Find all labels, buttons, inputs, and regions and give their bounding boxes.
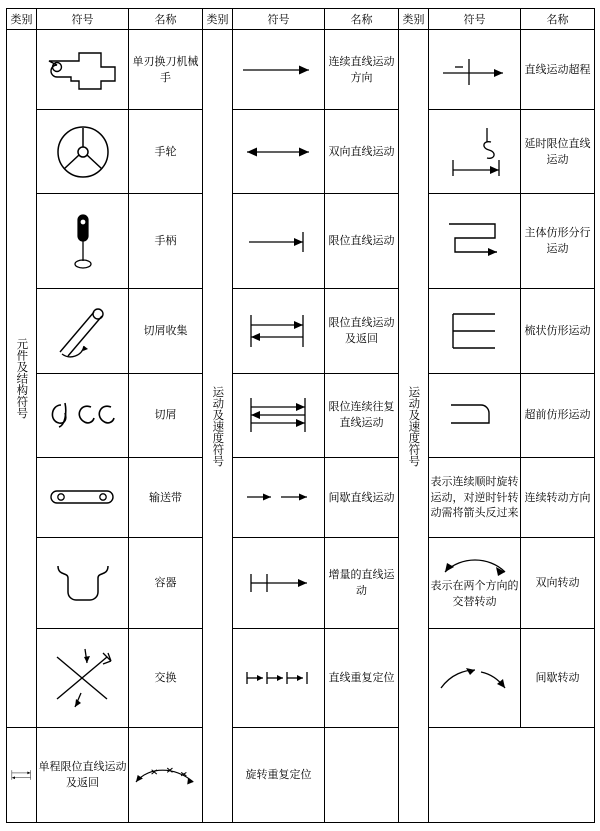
table-row bbox=[7, 110, 595, 194]
symbol-incremental-linear-motion bbox=[233, 538, 325, 629]
symbol-chips bbox=[37, 373, 129, 457]
symbol-exchange bbox=[37, 628, 129, 727]
symbol-limited-continuous-reciprocating bbox=[233, 373, 325, 457]
limited-linear-motion-return-icon bbox=[233, 289, 324, 372]
symbol-bidirectional-linear-motion bbox=[233, 110, 325, 194]
header-name-2: 名称 bbox=[325, 9, 399, 30]
name-cell: 增量的直线运动 bbox=[325, 538, 399, 629]
symbol-chip-collection bbox=[37, 289, 129, 373]
name-cell: 限位连续往复直线运动 bbox=[325, 373, 399, 457]
header-symbol-1: 符号 bbox=[37, 9, 129, 30]
symbol-handle bbox=[37, 194, 129, 289]
intermittent-linear-motion-icon bbox=[233, 458, 324, 537]
limited-continuous-reciprocating-icon bbox=[233, 374, 324, 457]
name-cell: 容器 bbox=[129, 538, 203, 629]
symbol-delayed-limit-linear-motion bbox=[429, 110, 521, 194]
main-profile-line-motion-icon bbox=[429, 194, 520, 288]
limited-linear-motion-icon bbox=[233, 194, 324, 288]
name-cell: 切屑 bbox=[129, 373, 203, 457]
symbol-bidirectional-rotation bbox=[429, 538, 521, 629]
table-body bbox=[7, 30, 595, 823]
table-row bbox=[7, 457, 595, 537]
conveyor-belt-icon bbox=[37, 458, 128, 537]
symbol-handwheel bbox=[37, 110, 129, 194]
header-category-2: 类别 bbox=[203, 9, 233, 30]
name-cell: 切屑收集 bbox=[129, 289, 203, 373]
symbol-continuous-rotation-direction bbox=[429, 457, 521, 537]
category-cell-motion-3 bbox=[399, 30, 429, 823]
table-header bbox=[7, 9, 595, 30]
bidirectional-rotation-arc-icon bbox=[435, 556, 515, 576]
comb-profile-motion-icon bbox=[429, 289, 520, 372]
name-cell: 输送带 bbox=[129, 457, 203, 537]
name-cell: 超前仿形运动 bbox=[521, 373, 595, 457]
handwheel-icon bbox=[37, 110, 128, 193]
delayed-limit-linear-motion-icon bbox=[429, 110, 520, 193]
symbol-table bbox=[6, 8, 595, 823]
continuous-linear-motion-icon bbox=[233, 30, 324, 109]
continuous-rotation-description: 表示连续顺时旋转运动，对逆时针转动需将箭头反过来 bbox=[430, 475, 519, 520]
incremental-linear-motion-icon bbox=[233, 538, 324, 628]
symbol-single-blade-tool-changer bbox=[37, 30, 129, 110]
header-category-1: 类别 bbox=[7, 9, 37, 30]
exchange-icon bbox=[37, 629, 128, 727]
advance-profile-motion-icon bbox=[429, 374, 520, 457]
category-cell-components bbox=[7, 30, 37, 728]
table-row bbox=[7, 289, 595, 373]
symbol-continuous-linear-motion bbox=[233, 30, 325, 110]
symbol-intermittent-linear-motion bbox=[233, 457, 325, 537]
category-label-motion-2: 运动及速度符号 bbox=[211, 385, 226, 467]
header-symbol-3: 符号 bbox=[429, 9, 521, 30]
symbol-limited-linear-motion-return bbox=[233, 289, 325, 373]
name-cell: 交换 bbox=[129, 628, 203, 727]
name-cell: 手轮 bbox=[129, 110, 203, 194]
name-cell: 手柄 bbox=[129, 194, 203, 289]
header-name-1: 名称 bbox=[129, 9, 203, 30]
table-row bbox=[7, 30, 595, 110]
header-row bbox=[7, 9, 595, 30]
name-cell: 单程限位直线运动及返回 bbox=[37, 727, 129, 822]
single-trip-limited-linear-return-icon bbox=[7, 728, 36, 822]
symbol-limited-linear-motion bbox=[233, 194, 325, 289]
name-cell: 单刃换刀机械手 bbox=[129, 30, 203, 110]
symbol-conveyor-belt bbox=[37, 457, 129, 537]
name-cell: 连续直线运动方向 bbox=[325, 30, 399, 110]
linear-motion-overtravel-icon bbox=[429, 30, 520, 109]
name-cell: 连续转动方向 bbox=[521, 457, 595, 537]
category-cell-motion-2 bbox=[203, 30, 233, 823]
table-row bbox=[7, 373, 595, 457]
name-cell: 限位直线运动 bbox=[325, 194, 399, 289]
table-row bbox=[7, 194, 595, 289]
name-cell: 间歇转动 bbox=[521, 628, 595, 727]
symbol-rotary-repeat-positioning bbox=[129, 727, 203, 822]
symbol-advance-profile-motion bbox=[429, 373, 521, 457]
symbol-single-trip-limited-linear-return bbox=[7, 727, 37, 822]
linear-repeat-positioning-icon bbox=[233, 629, 324, 727]
symbol-intermittent-rotation bbox=[429, 628, 521, 727]
single-blade-tool-changer-icon bbox=[37, 30, 128, 109]
symbol-linear-repeat-positioning bbox=[233, 628, 325, 727]
name-cell: 延时限位直线运动 bbox=[521, 110, 595, 194]
name-cell: 旋转重复定位 bbox=[233, 727, 325, 822]
symbol-main-profile-line-motion bbox=[429, 194, 521, 289]
name-cell: 间歇直线运动 bbox=[325, 457, 399, 537]
chip-collection-icon bbox=[37, 289, 128, 372]
table-row bbox=[7, 538, 595, 629]
symbol-container bbox=[37, 538, 129, 629]
intermittent-rotation-icon bbox=[429, 629, 520, 727]
container-icon bbox=[37, 538, 128, 628]
bidirectional-linear-motion-icon bbox=[233, 110, 324, 193]
symbol-comb-profile-motion bbox=[429, 289, 521, 373]
chips-icon bbox=[37, 374, 128, 457]
table-row bbox=[7, 727, 595, 822]
name-cell: 双向直线运动 bbox=[325, 110, 399, 194]
name-cell: 梳状仿形运动 bbox=[521, 289, 595, 373]
name-cell: 双向转动 bbox=[521, 538, 595, 629]
name-cell: 限位直线运动及返回 bbox=[325, 289, 399, 373]
category-label-components: 元件及结构符号 bbox=[15, 338, 30, 419]
symbol-linear-motion-overtravel bbox=[429, 30, 521, 110]
header-symbol-2: 符号 bbox=[233, 9, 325, 30]
rotary-repeat-positioning-icon bbox=[129, 728, 202, 822]
handle-icon bbox=[37, 194, 128, 288]
table-row bbox=[7, 628, 595, 727]
header-name-3: 名称 bbox=[521, 9, 595, 30]
name-cell: 直线运动超程 bbox=[521, 30, 595, 110]
name-cell: 直线重复定位 bbox=[325, 628, 399, 727]
header-category-3: 类别 bbox=[399, 9, 429, 30]
name-cell: 主体仿形分行运动 bbox=[521, 194, 595, 289]
category-label-motion-3: 运动及速度符号 bbox=[407, 385, 422, 467]
bidirectional-rotation-description: 表示在两个方向的交替转动 bbox=[430, 579, 519, 608]
